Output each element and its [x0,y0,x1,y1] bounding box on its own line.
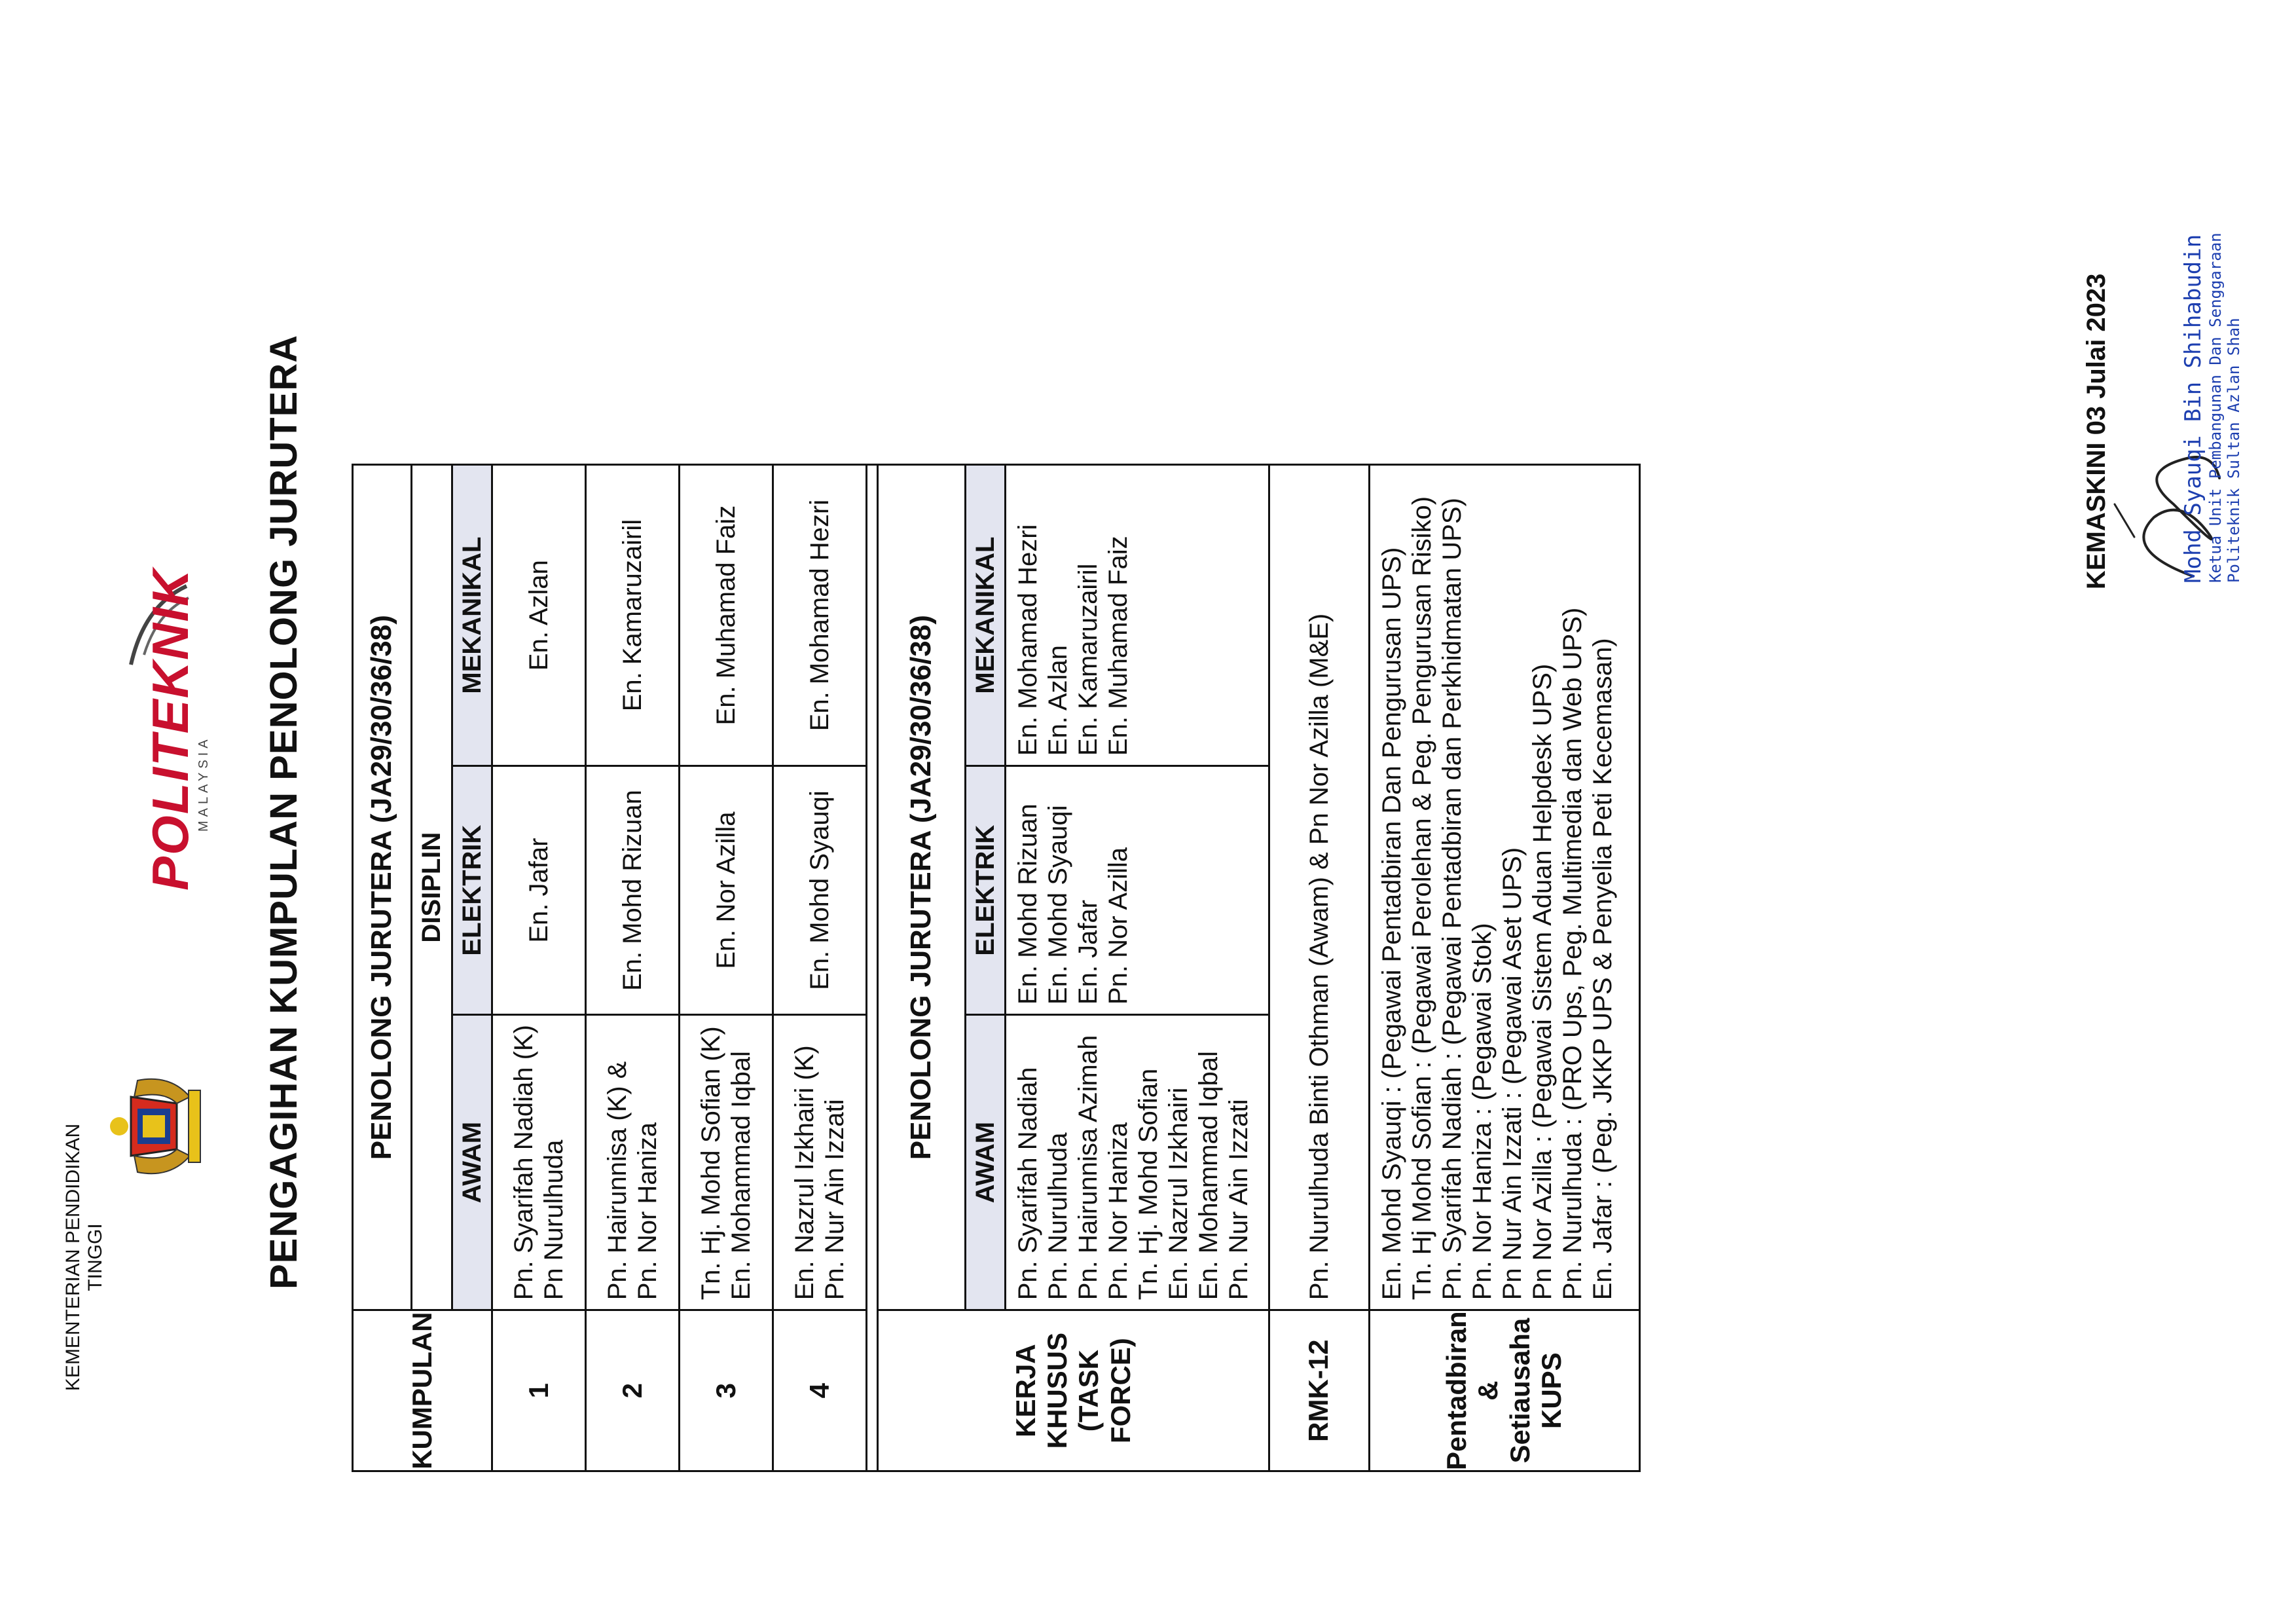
label-line: KUPS [1535,1352,1567,1429]
pentadbiran-list [1369,465,1639,1310]
rmk-label: RMK-12 [1269,1310,1369,1471]
member-name: En. Nazrul Izkhairi [1163,1087,1193,1301]
table-row [492,465,586,1471]
kumpulan-header: KUMPULAN [353,1310,492,1471]
list-item: En. Jafar : (Peg. JKKP UPS & Penyelia Peti Kecemasan) [1588,638,1617,1301]
mekanikal-member: En. Muhamad Faiz [680,465,773,766]
col-elektrik-header: ELEKTRIK [452,766,492,1015]
task-force-awam-list [1005,1015,1269,1310]
last-updated-date: KEMASKINI 03 Julai 2023 [2082,273,2111,589]
list-item: Pn. Syarifah Nadiah : (Pegawai Pentadbiran dan Perkhidmatan UPS) [1437,498,1467,1301]
mekanikal-member: En. Azlan [492,465,586,766]
table-row [586,465,680,1471]
member-name: En. Nazrul Izkhairi (K) [790,1045,819,1301]
rmk-value: Pn. Nurulhuda Binti Othman (Awam) & Pn Nor Azilla (M&E) [1269,465,1369,1310]
awam-members [586,1015,680,1310]
politeknik-wordmark: POLITEKNIK [141,568,199,891]
member-name: En. Mohd Rizuan [1013,803,1042,1005]
pentadbiran-row [1369,465,1639,1471]
col-mekanikal-header: MEKANIKAL [452,465,492,766]
member-name: En. Muhamad Faiz [1103,536,1133,756]
awam-members [492,1015,586,1310]
member-name: Pn. Nor Haniza [1103,1122,1133,1301]
member-name: Pn. Nur Ain Izzati [820,1099,849,1301]
col-awam-header-2: AWAM [965,1015,1005,1310]
label-line: KHUSUS [1042,1332,1072,1449]
member-name: Pn. Syarifah Nadiah (K) [509,1025,538,1301]
member-name: Pn. Hairunnisa Azimah [1073,1035,1102,1301]
task-force-title-row [878,465,966,1471]
pentadbiran-label [1369,1310,1639,1471]
list-item: Pn Nur Ain Izzati : (Pegawai Aset UPS) [1497,847,1527,1301]
task-force-mekanikal-list [1005,465,1269,766]
list-item: En. Mohd Syauqi : (Pegawai Pentadbiran Dan Pengurusan UPS) [1377,547,1406,1301]
elektrik-member: En. Jafar [492,766,586,1015]
group-number: 1 [492,1310,586,1471]
member-name: En. Mohammad Iqbal [1194,1051,1223,1301]
group-number: 4 [773,1310,867,1471]
member-name: En. Jafar [1073,900,1102,1005]
member-name: En. Mohammad Iqbal [727,1051,756,1301]
table-separator-row [867,465,878,1471]
signature-block [2180,177,2243,583]
member-name: En. Mohamad Hezri [1013,524,1042,756]
col-mekanikal-header-2: MEKANIKAL [965,465,1005,766]
awam-members [773,1015,867,1310]
task-force-label [878,1310,1269,1471]
rmk-row [1269,465,1369,1471]
member-name: Pn Nurulhuda [539,1139,568,1301]
assignment-table [352,464,1641,1472]
list-item: Pn. Nor Haniza : (Pegawai Stok) [1467,923,1497,1301]
task-force-elektrik-list [1005,766,1269,1015]
awam-members [680,1015,773,1310]
list-item: Tn. Hj Mohd Sofian : (Pegawai Perolehan & Peg. Pengurusan Risiko) [1407,496,1436,1301]
member-name: Tn. Hj. Mohd Sofian [1133,1068,1163,1301]
elektrik-member: En. Mohd Rizuan [586,766,680,1015]
label-line: Pentadbiran [1441,1311,1472,1470]
table-row [773,465,867,1471]
mekanikal-member: En. Kamaruzairil [586,465,680,766]
col-elektrik-header-2: ELEKTRIK [965,766,1005,1015]
label-line: FORCE) [1104,1338,1136,1444]
list-item: Pn Nor Azilla : (Pegawai Sistem Aduan Helpdesk UPS) [1527,663,1557,1301]
disiplin-header: DISIPLIN [412,465,452,1310]
member-name: Pn. Hairunnisa (K) & [603,1061,632,1301]
member-name: Pn. Nurulhuda [1043,1132,1072,1301]
member-name: Pn. Syarifah Nadiah [1013,1067,1042,1301]
member-name: Pn. Nor Azilla [1103,847,1133,1005]
elektrik-member: En. Nor Azilla [680,766,773,1015]
table-divider [867,465,878,1471]
label-line: (TASK [1073,1350,1104,1432]
signatory-name: Mohd Syauqi Bin Shihabudin [2180,234,2206,583]
elektrik-member: En. Mohd Syauqi [773,766,867,1015]
member-name: Pn. Nor Haniza [633,1122,662,1301]
member-name: En. Kamaruzairil [1073,563,1102,756]
table-row [680,465,773,1471]
group-number: 3 [680,1310,773,1471]
member-name: Tn. Hj. Mohd Sofian (K) [697,1026,725,1301]
politeknik-sub-wordmark: MALAYSIA [196,735,211,832]
document-title: PENGAGIHAN KUMPULAN PENOLONG JURUTERA [263,334,305,1290]
malaysia-crest-logo [105,1071,210,1182]
col-awam-header: AWAM [452,1015,492,1310]
signatory-organization: Politeknik Sultan Azlan Shah [2225,318,2243,583]
member-name: En. Azlan [1043,645,1072,756]
member-name: En. Mohd Syauqi [1043,805,1072,1005]
label-line: & [1472,1380,1504,1401]
member-name: Pn. Nur Ain Izzati [1224,1099,1253,1301]
ministry-name: KEMENTERIAN PENDIDIKAN TINGGI [62,1123,106,1392]
signatory-role: Ketua Unit Pembangunan Dan Senggaraan [2206,232,2225,583]
label-line: Setiausaha [1504,1318,1535,1464]
group-number: 2 [586,1310,680,1471]
mekanikal-member: En. Mohamad Hezri [773,465,867,766]
table1-header-row [353,465,412,1471]
section-title: PENOLONG JURUTERA (JA29/30/36/38) [353,465,412,1310]
list-item: Pn. Nurulhuda : (PRO Ups, Peg. Multimedia dan Web UPS) [1558,607,1587,1301]
label-line: KERJA [1010,1344,1041,1437]
section-title-2: PENOLONG JURUTERA (JA29/30/36/38) [878,465,966,1310]
